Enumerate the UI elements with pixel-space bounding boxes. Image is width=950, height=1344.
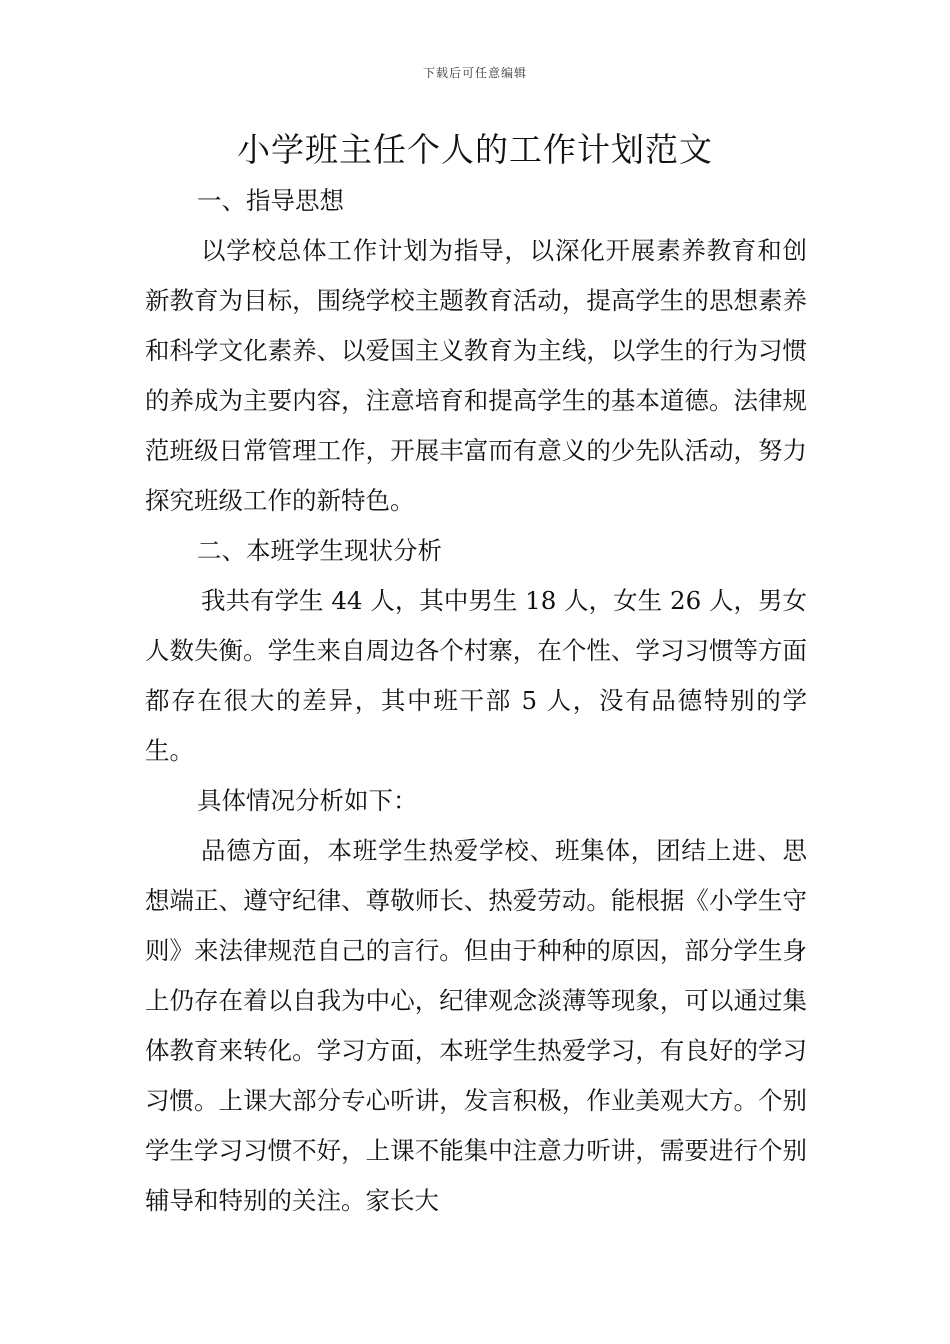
header-note: 下载后可任意编辑 — [422, 66, 527, 80]
section-heading-class-analysis: 二、本班学生现状分析 — [197, 536, 442, 565]
section-heading-guiding-thought: 一、指导思想 — [197, 186, 344, 215]
paragraph-morality-study: 品德方面，本班学生热爱学校、班集体，团结上进、思想端正、遵守纪律、尊敬师长、热爱劳动。能根据《小学生守则》来法律规范自己的言行。但由于种种的原因，部分学生身上仍存在着以自我为中心，纪律观念淡薄等现象，可以通过集体教育来转化。学习方面，本班学生热爱学习，有良好的学习习惯。上课大部分专心听讲，发言积极，作业美观大方。个别学生学习习惯不好，上课不能集中注意力听讲，需要进行个别辅导和特别的关注。家长大 — [145, 836, 807, 1215]
document-body — [145, 176, 807, 1226]
paragraph-guiding-thought: 以学校总体工作计划为指导，以深化开展素养教育和创新教育为目标，围绕学校主题教育活动，提高学生的思想素养和科学文化素养、以爱国主义教育为主线，以学生的行为习惯的养成为主要内容，注意培育和提高学生的基本道德。法律规范班级日常管理工作，开展丰富而有意义的少先队活动，努力探究班级工作的新特色。 — [145, 236, 807, 515]
paragraph-analysis-intro: 具体情况分析如下： — [197, 786, 418, 815]
document-title: 小学班主任个人的工作计划范文 — [237, 130, 713, 169]
paragraph-student-count: 我共有学生 44 人，其中男生 18 人，女生 26 人，男女人数失衡。学生来自周边各个村寨，在个性、学习习惯等方面都存在很大的差异，其中班干部 5 人，没有品德特别的学生。 — [145, 586, 807, 765]
